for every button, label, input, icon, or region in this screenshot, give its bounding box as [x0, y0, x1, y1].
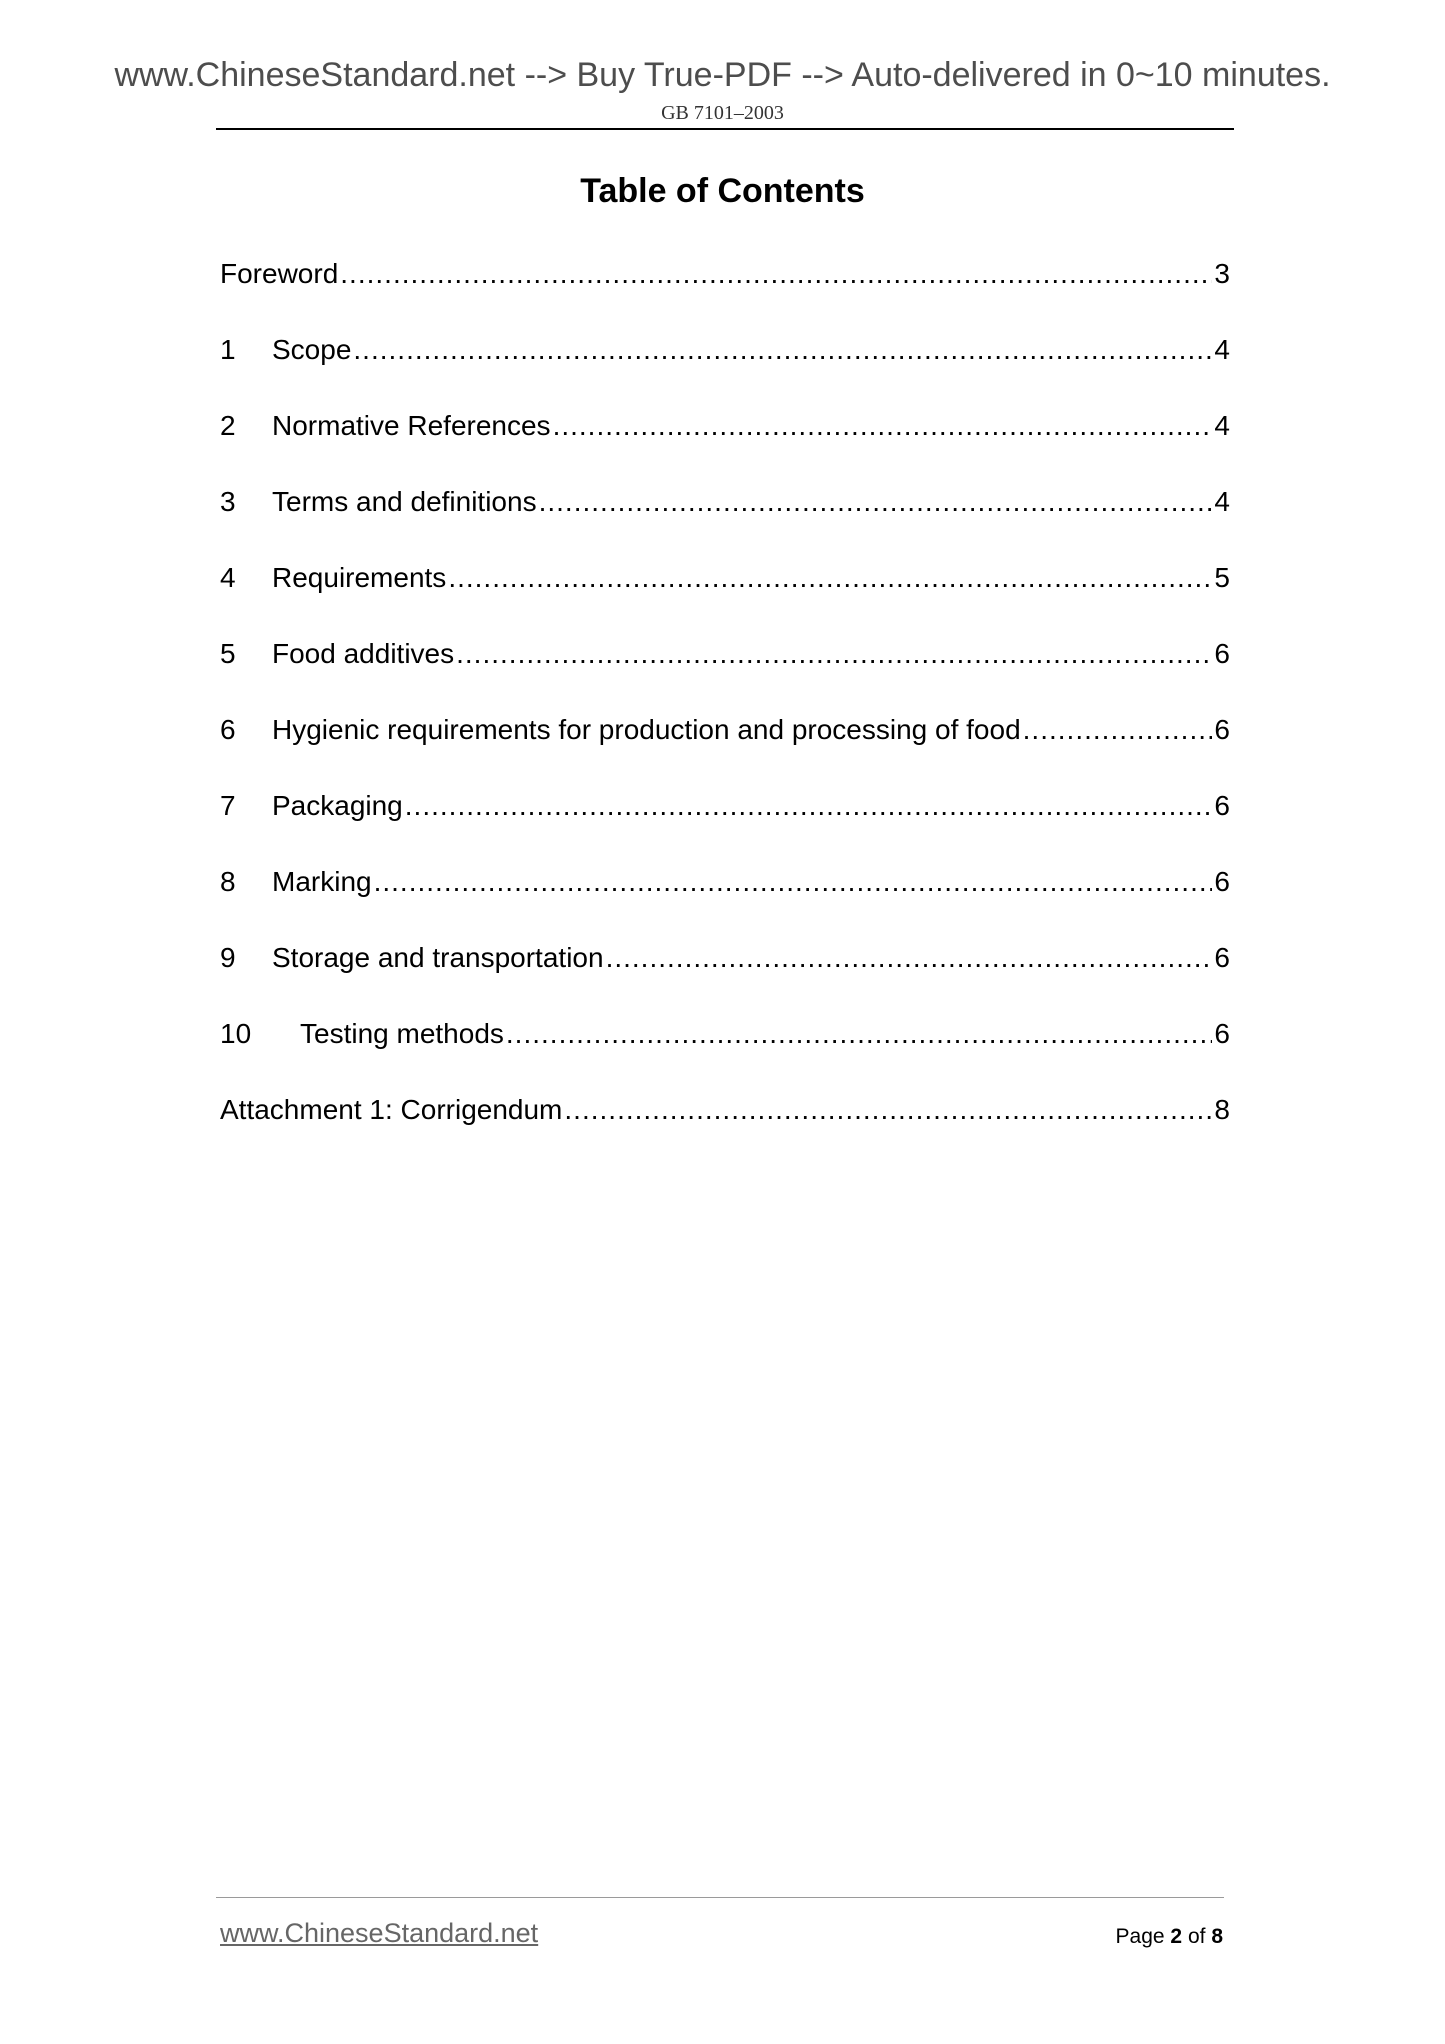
toc-dot-leader: [353, 334, 1212, 366]
toc-entry-label: Terms and definitions: [272, 486, 537, 517]
toc-entry-requirements[interactable]: [220, 562, 1230, 638]
toc-entry-page: 4: [1214, 410, 1230, 441]
toc-entry-scope[interactable]: [220, 334, 1230, 410]
toc-entry-label: Foreword: [220, 258, 339, 289]
toc-entry-number: 9: [220, 942, 236, 973]
toc-entry-page: 8: [1214, 1094, 1230, 1125]
toc-entry-number: 5: [220, 638, 236, 669]
toc-entry-page: 6: [1214, 1018, 1230, 1049]
toc-entry-label: Storage and transportation: [272, 942, 604, 973]
toc-entry-food-additives[interactable]: [220, 638, 1230, 714]
toc-entry-page: 5: [1214, 562, 1230, 593]
current-page-number: 2: [1170, 1925, 1183, 1948]
toc-entry-label: Packaging: [272, 790, 403, 821]
page-prefix: Page: [1115, 1925, 1165, 1948]
toc-entry-number: 10: [220, 1018, 252, 1049]
toc-entry-page: 4: [1214, 486, 1230, 517]
banner-link[interactable]: www.ChineseStandard.net --> Buy True-PDF --> Auto-delivered in 0~10 minutes.: [114, 56, 1331, 94]
footer-divider: [216, 1897, 1224, 1898]
toc-entry-page: 4: [1214, 334, 1230, 365]
page-title: Table of Contents: [580, 172, 865, 210]
toc-entry-label: Testing methods: [300, 1018, 504, 1049]
toc-entry-marking[interactable]: [220, 866, 1230, 942]
toc-dot-leader: [1023, 714, 1213, 746]
toc-dot-leader: [405, 790, 1213, 822]
toc-entry-hygienic-requirements[interactable]: [220, 714, 1230, 790]
page-indicator: [1116, 1925, 1223, 1949]
toc-entry-terms-and-definitions[interactable]: [220, 486, 1230, 562]
toc-entry-attachment-corrigendum[interactable]: [220, 1094, 1230, 1170]
toc-entry-number: 2: [220, 410, 236, 441]
toc-entry-number: 4: [220, 562, 236, 593]
header-divider: [216, 128, 1234, 130]
toc-entry-page: 6: [1214, 866, 1230, 897]
toc-dot-leader: [606, 942, 1213, 974]
total-pages-number: 8: [1211, 1925, 1223, 1948]
toc-dot-leader: [340, 258, 1212, 290]
toc-entry-page: 6: [1214, 942, 1230, 973]
toc-entry-page: 6: [1214, 714, 1230, 745]
toc-entry-number: 6: [220, 714, 236, 745]
toc-entry-number: 3: [220, 486, 236, 517]
toc-entry-label: Requirements: [272, 562, 447, 593]
toc-dot-leader: [539, 486, 1213, 518]
toc-entry-label: Marking: [272, 866, 372, 897]
toc-entry-label: Food additives: [272, 638, 455, 669]
toc-dot-leader: [448, 562, 1212, 594]
page-separator: of: [1187, 1925, 1206, 1948]
footer-website-link[interactable]: www.ChineseStandard.net: [220, 1918, 539, 1948]
toc-entry-normative-references[interactable]: [220, 410, 1230, 486]
toc-entry-number: 7: [220, 790, 236, 821]
toc-entry-label: Scope: [272, 334, 352, 365]
toc-dot-leader: [506, 1018, 1213, 1050]
toc-entry-label: Hygienic requirements for production and processing of food: [272, 714, 1021, 745]
toc-list: [220, 258, 1230, 1170]
toc-entry-testing-methods[interactable]: [220, 1018, 1230, 1094]
toc-entry-packaging[interactable]: [220, 790, 1230, 866]
toc-dot-leader: [456, 638, 1212, 670]
toc-dot-leader: [553, 410, 1213, 442]
toc-entry-number: 8: [220, 866, 236, 897]
toc-entry-storage-and-transportation[interactable]: [220, 942, 1230, 1018]
toc-entry-page: 6: [1214, 790, 1230, 821]
toc-entry-number: 1: [220, 334, 236, 365]
toc-entry-page: 6: [1214, 638, 1230, 669]
toc-entry-page: 3: [1214, 258, 1230, 289]
toc-entry-label: Attachment 1: Corrigendum: [220, 1094, 563, 1125]
toc-entry-label: Normative References: [272, 410, 551, 441]
standard-code: GB 7101–2003: [661, 102, 784, 124]
toc-dot-leader: [564, 1094, 1212, 1126]
toc-entry-foreword[interactable]: [220, 258, 1230, 334]
toc-dot-leader: [374, 866, 1213, 898]
